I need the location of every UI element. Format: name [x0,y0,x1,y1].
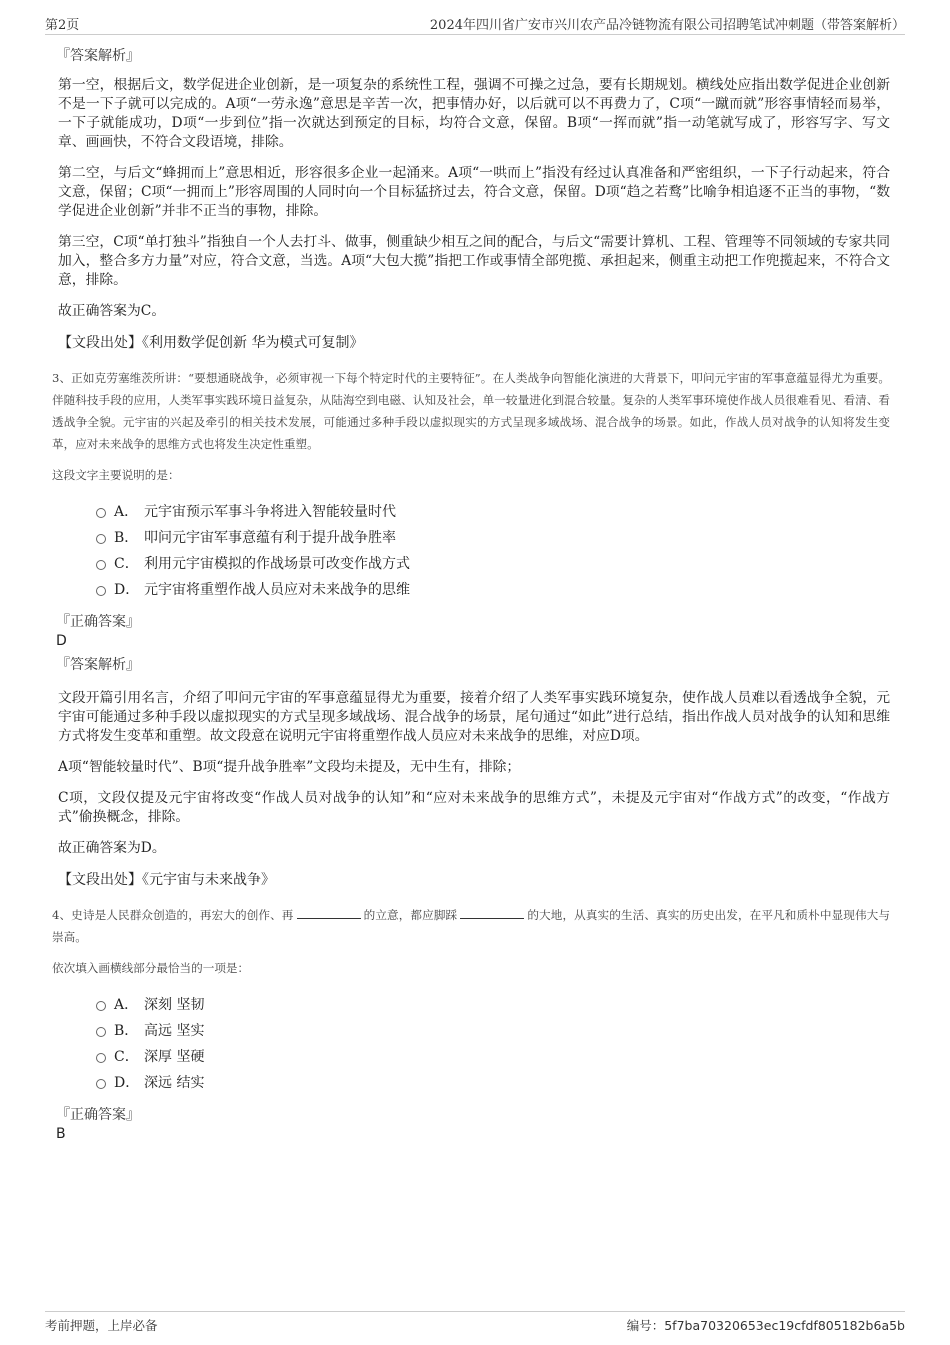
option-b[interactable] [96,1018,890,1044]
document-title: 2024年四川省广安市兴川农产品冷链物流有限公司招聘笔试冲刺题（带答案解析） [429,18,905,33]
option-text: 深刻 坚韧 [144,997,205,1013]
option-letter: B． [114,530,139,546]
option-letter: D． [114,582,140,598]
stem-part: 的大地，从真实的生活、真实的历史出发，在平凡和质朴中显现伟大与崇高。 [52,908,890,944]
question-stem [52,904,890,948]
question-prompt: 这段文字主要说明的是： [52,468,180,482]
question-3 [52,367,890,890]
question-prompt: 依次填入画横线部分最恰当的一项是： [52,961,250,975]
option-letter: C． [114,1049,139,1065]
passage-source: 【文段出处】《利用数学促创新 华为模式可复制》 [58,335,364,351]
radio-icon[interactable] [96,1053,106,1063]
stem-part: 4、史诗是人民群众创造的，再宏大的创作、再 [52,908,294,922]
analysis-paragraph: A项“智能较量时代”、B项“提升战争胜率”文段均未提及，无中生有，排除； [58,759,521,775]
page-content [52,46,890,1148]
stem-part: 的立意，都应脚踩 [363,908,458,922]
option-d[interactable] [96,577,890,603]
option-b[interactable] [96,525,890,551]
option-letter: A． [114,997,139,1013]
page-header [45,14,905,35]
option-letter: A． [114,504,139,520]
option-text: 叩问元宇宙军事意蕴有利于提升战争胜率 [144,530,396,546]
radio-icon[interactable] [96,1001,106,1011]
option-list [56,499,890,603]
analysis-paragraph: 第三空，C项“单打独斗”指独自一个人去打斗、做事，侧重缺少相互之间的配合，与后文“需要计算机、工程、管理等不同领域的专家共同加入，整合多方力量”对应，符合文意，当选。A项“大包大揽”指把工作或事情全部兜揽、承担起来，侧重主动把工作兜揽起来，不符合文意，排除。 [58,234,890,288]
option-text: 元宇宙将重塑作战人员应对未来战争的思维 [144,582,410,598]
radio-icon[interactable] [96,586,106,596]
option-text: 深远 结实 [144,1075,205,1091]
page-number: 第2页 [45,18,80,33]
footer-slogan: 考前押题，上岸必备 [45,1318,158,1333]
option-c[interactable] [96,551,890,577]
option-text: 利用元宇宙模拟的作战场景可改变作战方式 [144,556,410,572]
option-text: 元宇宙预示军事斗争将进入智能较量时代 [144,504,396,520]
radio-icon[interactable] [96,1079,106,1089]
correct-answer-value: D [56,633,67,649]
option-text: 高远 坚实 [144,1023,205,1039]
radio-icon[interactable] [96,534,106,544]
option-letter: C． [114,556,139,572]
option-text: 深厚 坚硬 [144,1049,205,1065]
document-code [627,1316,905,1334]
analysis-conclusion: 故正确答案为D。 [58,840,166,856]
analysis-paragraph: C项，文段仅提及元宇宙将改变“作战人员对战争的认知”和“应对未来战争的思维方式”，未提及元宇宙对“作战方式”的改变，“作战方式”偷换概念，排除。 [58,790,890,825]
option-a[interactable] [96,992,890,1018]
radio-icon[interactable] [96,508,106,518]
analysis-paragraph: 文段开篇引用名言，介绍了叩问元宇宙的军事意蕴显得尤为重要，接着介绍了人类军事实践环境复杂，使作战人员难以看透战争全貌，元宇宙可能通过多种手段以虚拟现实的方式呈现多域战场、混合战争的场景，尾句通过“如此”进行总结，指出作战人员对战争的认知和思维方式将发生变革和重塑。故文段意在说明元宇宙将重塑作战人员应对未来战争的思维，对应D项。 [58,690,890,744]
correct-answer-label: 『正确答案』 [56,1107,140,1123]
option-letter: D． [114,1075,140,1091]
fill-blank [460,906,524,919]
page-footer [45,1311,905,1334]
code-label: 编号： [626,1318,665,1333]
analysis-paragraph: 第一空，根据后文，数学促进企业创新，是一项复杂的系统性工程，强调不可操之过急，要有长期规划。横线处应指出数学促进企业创新不是一下子就可以完成的。A项“一劳永逸”意思是辛苦一次，把事情办好，以后就可以不再费力了，C项“一蹴而就”形容事情轻而易举，一下子就能成功，D项“一步到位”指一次就达到预定的目标，均符合文意，保留。B项“一挥而就”指一动笔就写成了，形容写字、写文章、画画快，不符合文段语境，排除。 [58,77,890,150]
analysis-conclusion: 故正确答案为C。 [58,303,166,319]
correct-answer-label: 『正确答案』 [56,614,140,630]
option-a[interactable] [96,499,890,525]
fill-blank [297,906,361,919]
q2-analysis [56,46,890,353]
radio-icon[interactable] [96,1027,106,1037]
question-stem: 3、正如克劳塞维茨所讲：“要想通晓战争，必须审视一下每个特定时代的主要特征”。在人类战争向智能化演进的大背景下，叩问元宇宙的军事意蕴显得尤为重要。伴随科技手段的应用，人类军事实践环境日益复杂，从陆海空到电磁、认知及社会，单一较量进化到混合较量。复杂的人类军事环境使作战人员很难看见、看清、看透战争全貌。元宇宙的兴起及牵引的相关技术发展，可能通过多种手段以虚拟现实的方式呈现多域战场、混合战争的场景。如此，作战人员对战争的认知将发生变革，应对未来战争的思维方式也将发生决定性重塑。 [52,371,890,451]
option-c[interactable] [96,1044,890,1070]
analysis-paragraph: 第二空，与后文“蜂拥而上”意思相近，形容很多企业一起涌来。A项“一哄而上”指没有经过认真准备和严密组织，一下子行动起来，符合文意，保留；C项“一拥而上”形容周围的人同时向一个目标猛挤过去，符合文意，保留。D项“趋之若鹜”比喻争相追逐不正当的事物，“数学促进企业创新”并非不正当的事物，排除。 [58,165,890,219]
analysis-label: 『答案解析』 [56,48,140,64]
option-d[interactable] [96,1070,890,1096]
option-list [56,992,890,1096]
code-value: 5f7ba70320653ec19cfdf805182b6a5b [664,1318,905,1333]
option-letter: B． [114,1023,139,1039]
radio-icon[interactable] [96,560,106,570]
passage-source: 【文段出处】《元宇宙与未来战争》 [58,872,275,888]
correct-answer-value: B [56,1126,66,1142]
analysis-label: 『答案解析』 [56,657,140,673]
question-4 [52,904,890,1144]
